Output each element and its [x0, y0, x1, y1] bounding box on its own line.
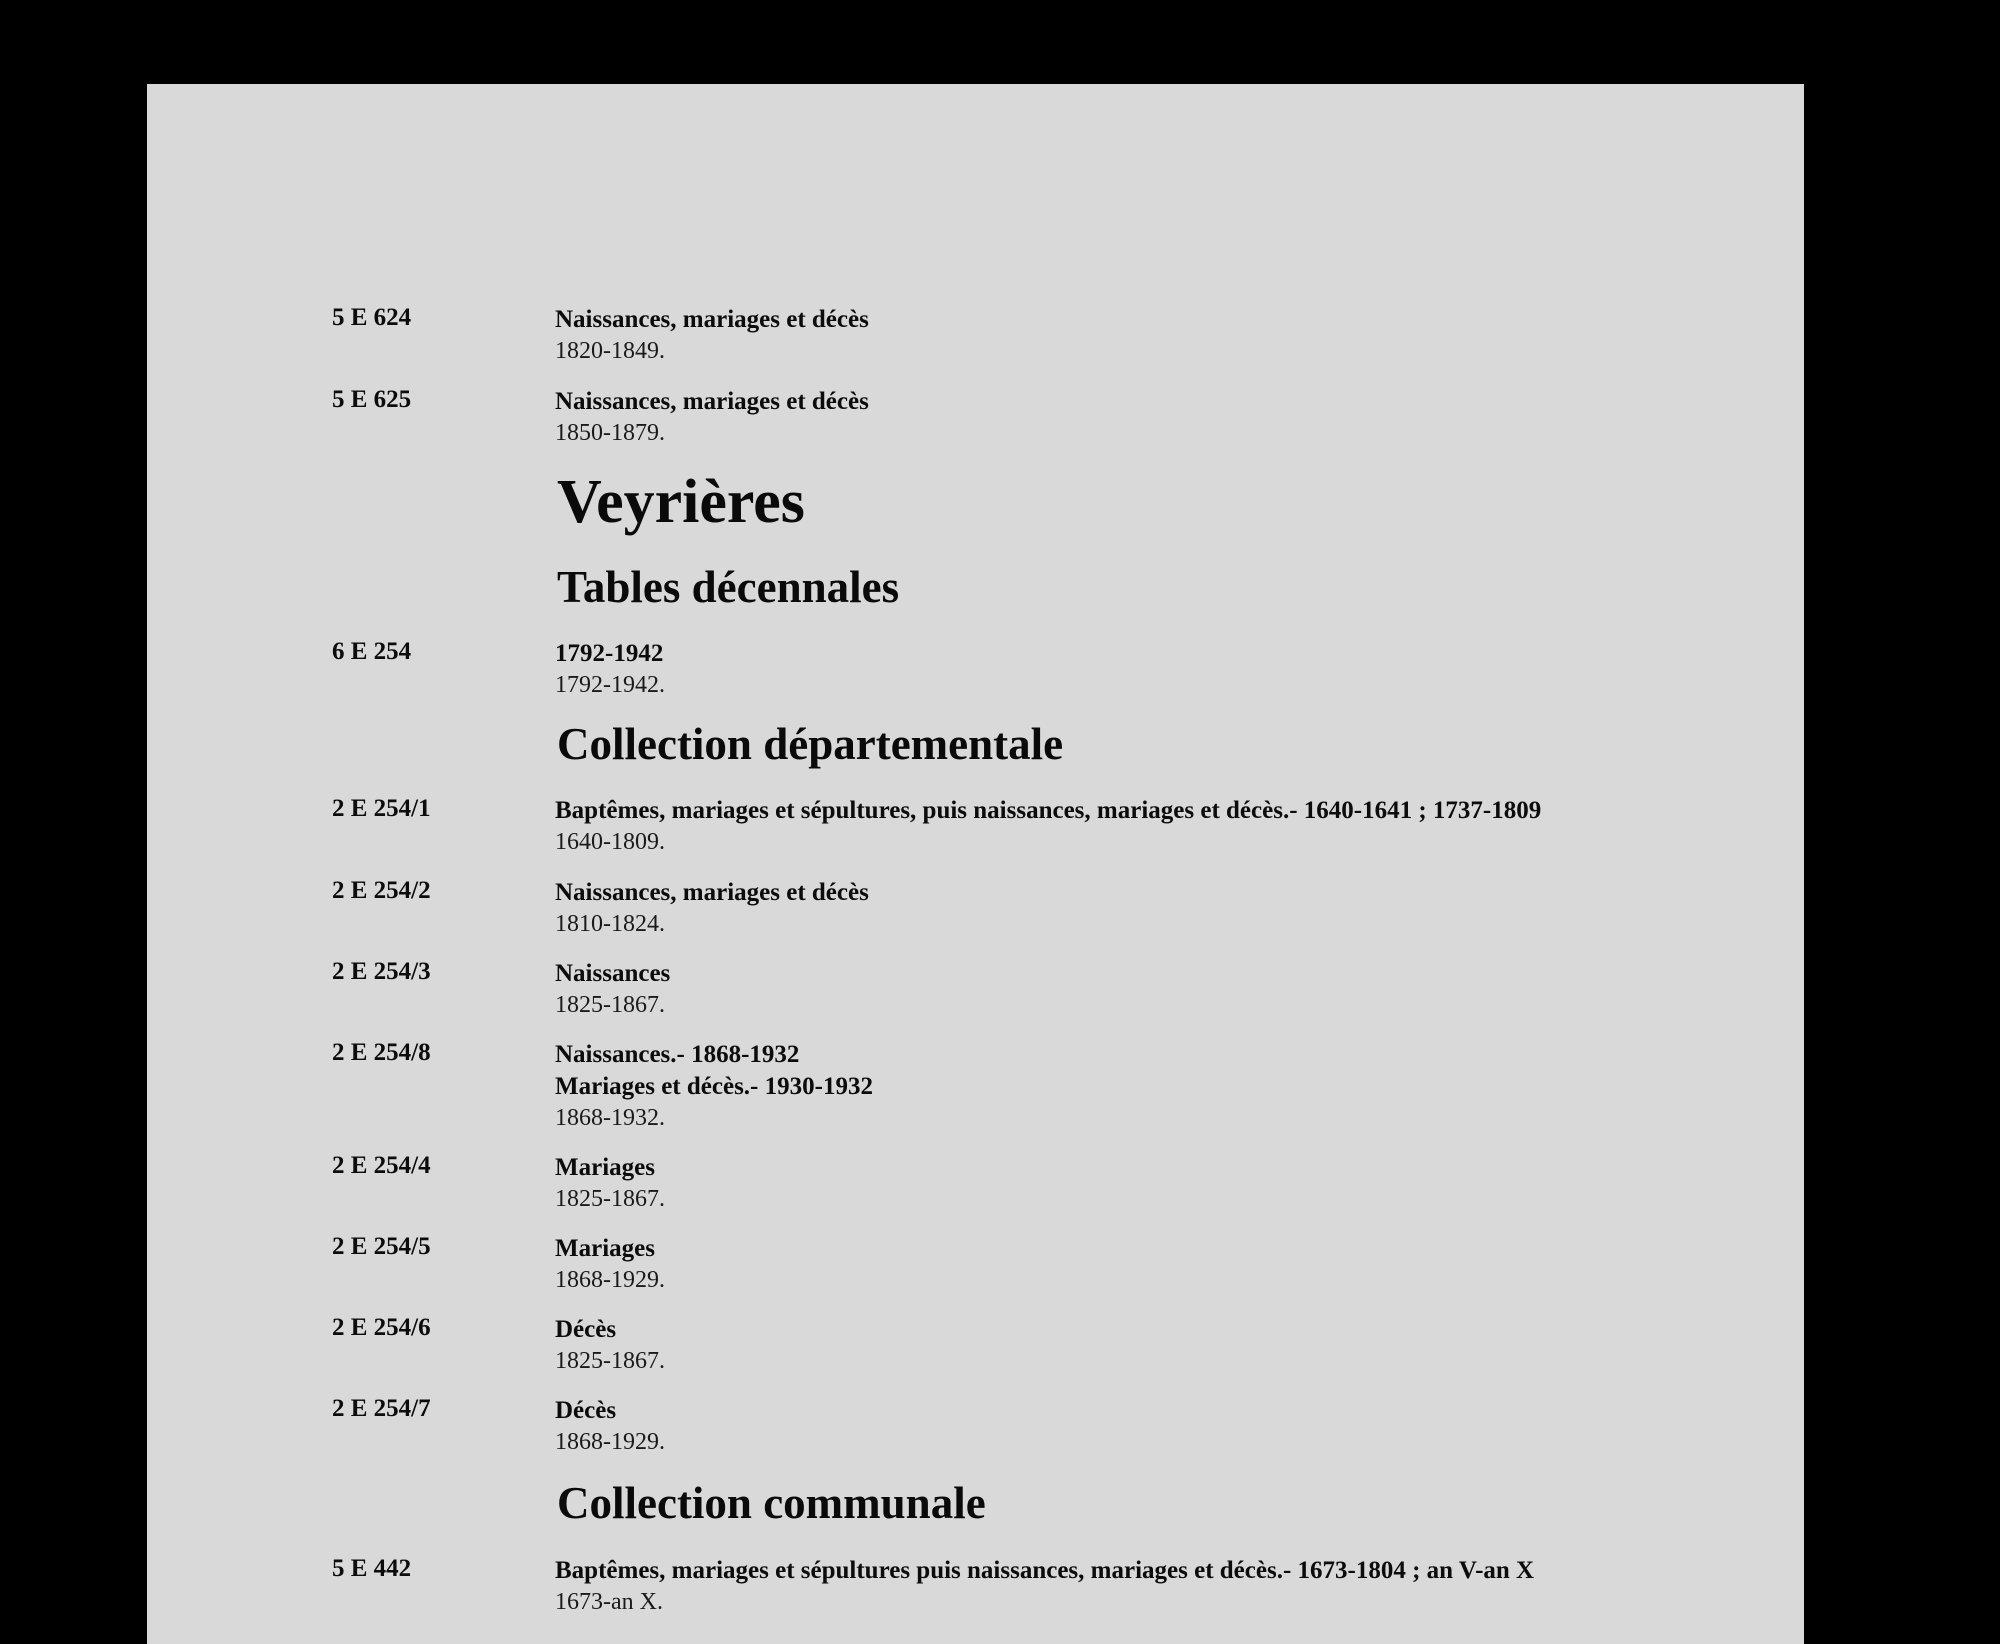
entry-dates: 1825-1867. — [555, 992, 665, 1018]
entry-cote: 2 E 254/8 — [332, 1039, 431, 1066]
entry-title: Naissances — [555, 960, 671, 987]
entry-dates: 1792-1942. — [555, 672, 665, 698]
entry-cote: 5 E 442 — [332, 1555, 412, 1582]
entry-cote: 2 E 254/3 — [332, 958, 431, 985]
entry-desc — [555, 958, 670, 1021]
entry-dates: 1810-1824. — [555, 911, 665, 937]
entry-cote: 2 E 254/6 — [332, 1314, 431, 1341]
page-content — [147, 84, 1804, 1644]
entry-dates: 1820-1849. — [555, 338, 665, 364]
entry-desc — [555, 1039, 873, 1134]
entry-title: Mariages — [555, 1154, 655, 1181]
entry-desc — [555, 1233, 665, 1296]
entry-dates: 1825-1867. — [555, 1186, 665, 1212]
entry-cote: 2 E 254/5 — [332, 1233, 431, 1260]
entry-desc — [555, 1152, 665, 1215]
entry-desc — [555, 795, 1541, 858]
entry-title: Baptêmes, mariages et sépultures, puis naissances, mariages et décès.- 1640-1641 ; 1737-1809 — [555, 797, 1542, 824]
entry-cote: 2 E 254/2 — [332, 877, 431, 904]
entry-desc — [555, 1395, 665, 1458]
entry-title: Naissances, mariages et décès — [555, 388, 869, 415]
entry-title: Naissances, mariages et décès — [555, 879, 869, 906]
entry-title: Mariages — [555, 1235, 655, 1262]
section-heading-departementale: Collection départementale — [557, 719, 1064, 769]
section-heading-communale: Collection communale — [557, 1478, 986, 1528]
entry-desc — [555, 304, 869, 367]
entry-dates: 1868-1929. — [555, 1267, 665, 1293]
entry-title-2: Mariages et décès.- 1930-1932 — [555, 1073, 873, 1100]
entry-dates: 1850-1879. — [555, 420, 665, 446]
entry-title: Naissances.- 1868-1932 — [555, 1041, 800, 1068]
entry-cote: 5 E 625 — [332, 386, 412, 413]
entry-dates: 1825-1867. — [555, 1348, 665, 1374]
commune-title: Veyrières — [557, 468, 805, 536]
entry-dates: 1868-1929. — [555, 1429, 665, 1455]
entry-desc — [555, 1555, 1534, 1618]
entry-desc — [555, 386, 869, 449]
entry-cote: 5 E 624 — [332, 304, 412, 331]
entry-desc — [555, 877, 869, 940]
entry-title: Baptêmes, mariages et sépultures puis naissances, mariages et décès.- 1673-1804 ; an V-an X — [555, 1557, 1535, 1584]
entry-title: Décès — [555, 1316, 617, 1343]
entry-cote: 2 E 254/4 — [332, 1152, 431, 1179]
entry-desc — [555, 638, 665, 701]
document-page — [147, 84, 1804, 1644]
entry-title: Décès — [555, 1397, 617, 1424]
section-heading-tables: Tables décennales — [557, 562, 900, 612]
entry-cote: 2 E 254/7 — [332, 1395, 431, 1422]
entry-dates: 1868-1932. — [555, 1105, 665, 1131]
entry-cote: 2 E 254/1 — [332, 795, 431, 822]
entry-title: 1792-1942 — [555, 640, 664, 667]
entry-cote: 6 E 254 — [332, 638, 412, 665]
entry-title: Naissances, mariages et décès — [555, 306, 869, 333]
entry-dates: 1640-1809. — [555, 829, 665, 855]
entry-dates: 1673-an X. — [555, 1589, 663, 1615]
entry-desc — [555, 1314, 665, 1377]
